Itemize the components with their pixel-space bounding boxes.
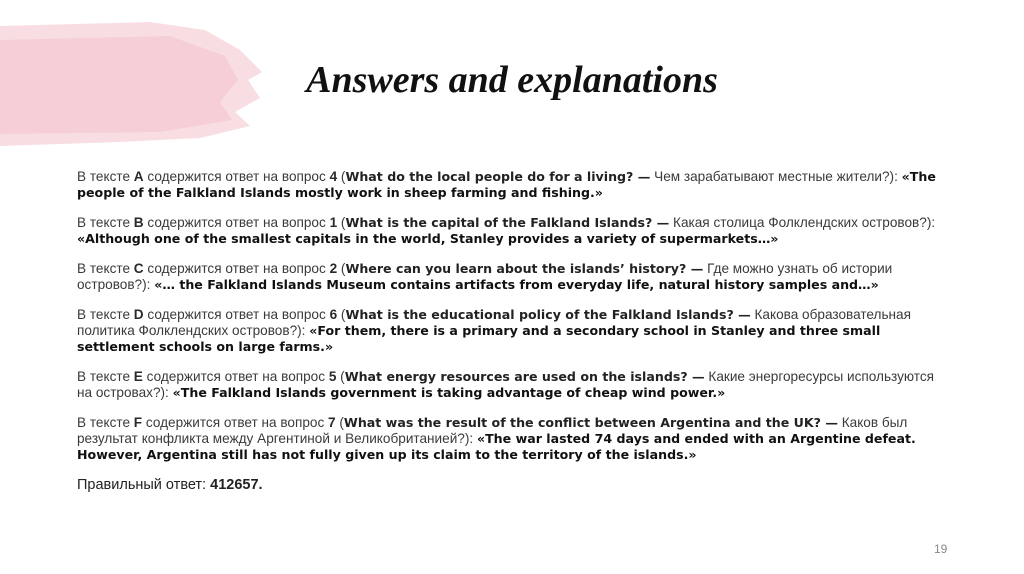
- para-mid: содержится ответ на вопрос: [142, 415, 329, 430]
- answer-quote: «Although one of the smallest capitals in the world, Stanley provides a variety of supermarkets…»: [77, 231, 779, 246]
- correct-answer: [77, 477, 947, 493]
- para-prefix: В тексте: [77, 261, 134, 276]
- para-open: (: [337, 215, 346, 230]
- para-mid: содержится ответ на вопрос: [143, 307, 330, 322]
- question-text: What is the capital of the Falkland Islands? —: [345, 215, 670, 230]
- question-translation: Чем зарабатывают местные жители?):: [650, 169, 898, 184]
- question-text: Where can you learn about the islands’ history? —: [345, 261, 704, 276]
- correct-answer-value: 412657.: [210, 477, 263, 493]
- question-number: 2: [329, 261, 338, 276]
- text-letter: E: [133, 369, 143, 384]
- answer-quote: «The people of the Falkland Islands mostly work in sheep farming and fishing.»: [77, 169, 936, 200]
- para-open: (: [337, 169, 346, 184]
- question-text: What was the result of the conflict between Argentina and the UK? —: [343, 415, 838, 430]
- correct-answer-label: Правильный ответ:: [77, 477, 211, 493]
- para-open: (: [337, 261, 346, 276]
- para-prefix: В тексте: [77, 215, 134, 230]
- para-mid: содержится ответ на вопрос: [142, 369, 329, 384]
- answer-quote: «For them, there is a primary and a secondary school in Stanley and three small settlement schools on large farms.»: [77, 323, 881, 354]
- page-title: Answers and explanations: [306, 59, 718, 101]
- answer-quote: «The war lasted 74 days and ended with an Argentine defeat. However, Argentina still has not fully given up its claim to the territory of the islands.»: [77, 431, 916, 462]
- explanation-paragraph: [77, 215, 947, 247]
- question-text: What is the educational policy of the Falkland Islands? —: [345, 307, 751, 322]
- para-mid: содержится ответ на вопрос: [143, 215, 330, 230]
- para-prefix: В тексте: [77, 169, 134, 184]
- text-letter: D: [133, 307, 144, 322]
- explanation-paragraph: [77, 261, 947, 293]
- para-mid: содержится ответ на вопрос: [143, 169, 330, 184]
- question-text: What energy resources are used on the islands? —: [344, 369, 705, 384]
- para-open: (: [336, 369, 345, 384]
- para-open: (: [337, 307, 346, 322]
- question-translation: Каков был результат конфликта между Аргентиной и Великобританией?):: [77, 415, 908, 446]
- question-number: 6: [329, 307, 338, 322]
- explanation-paragraph: [77, 369, 947, 401]
- question-number: 5: [328, 369, 337, 384]
- question-translation: Какова образовательная политика Фолклендских островов?):: [77, 307, 911, 338]
- question-number: 7: [328, 415, 336, 430]
- question-number: 4: [329, 169, 338, 184]
- explanations-body: [77, 169, 947, 507]
- explanation-paragraph: [77, 415, 947, 463]
- answer-quote: «… the Falkland Islands Museum contains artifacts from everyday life, natural history samples and…»: [154, 277, 879, 292]
- question-translation: Какие энергоресурсы используются на островах?):: [77, 369, 935, 400]
- answer-quote: «The Falkland Islands government is taking advantage of cheap wind power.»: [172, 385, 726, 400]
- question-translation: Где можно узнать об истории островов?):: [77, 261, 893, 292]
- page-number: 19: [934, 542, 948, 556]
- para-prefix: В тексте: [77, 369, 134, 384]
- explanation-paragraph: [77, 169, 947, 201]
- text-letter: A: [133, 169, 144, 184]
- text-letter: F: [133, 415, 143, 430]
- question-translation: Какая столица Фолклендских островов?):: [669, 215, 936, 230]
- explanation-paragraph: [77, 307, 947, 355]
- text-letter: C: [133, 261, 144, 276]
- para-open: (: [335, 415, 344, 430]
- para-mid: содержится ответ на вопрос: [143, 261, 330, 276]
- question-text: What do the local people do for a living? —: [345, 169, 651, 184]
- para-prefix: В тексте: [77, 415, 134, 430]
- para-prefix: В тексте: [77, 307, 134, 322]
- question-number: 1: [329, 215, 338, 230]
- text-letter: B: [133, 215, 144, 230]
